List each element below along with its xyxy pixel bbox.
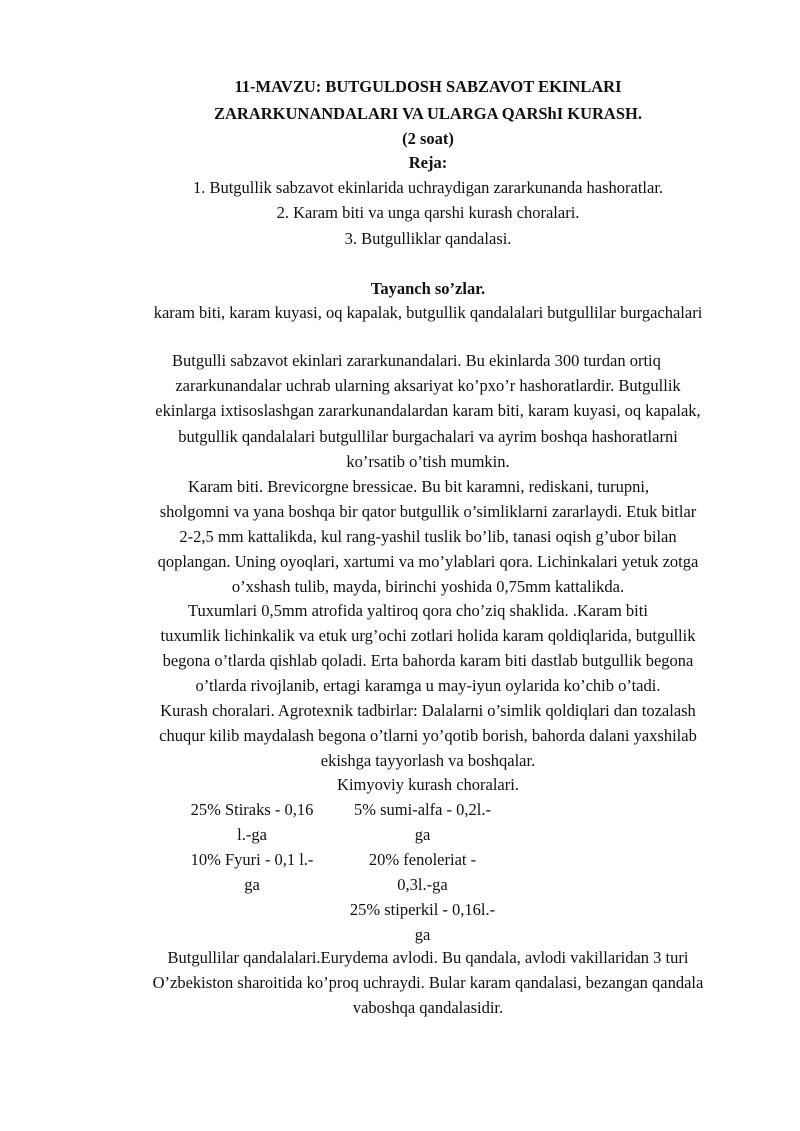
- chemical-line: l.-ga: [237, 825, 267, 844]
- paragraph-2-line: qoplangan. Uning oyoqlari, xartumi va mo’ylablari qora. Lichinkalari yetuk zotga: [157, 552, 699, 571]
- plan-item-2: 2. Karam biti va unga qarshi kurash choralari.: [276, 203, 580, 222]
- closing-line: O’zbekiston sharoitida ko’proq uchraydi. Bular karam qandalasi, bezangan qandala: [152, 973, 704, 992]
- paragraph-1-line: butgullik qandalalari butgullilar burgachalari va ayrim boshqa hashoratlarni: [178, 427, 678, 446]
- plan-item-3: 3. Butgulliklar qandalasi.: [344, 229, 512, 248]
- paragraph-2-line: 2-2,5 mm kattalikda, kul rang-yashil tuslik bo’lib, tanasi oqish g’ubor bilan: [179, 527, 677, 546]
- closing-line: Butgullilar qandalalari.Eurydema avlodi. Bu qandala, avlodi vakillaridan 3 turi: [167, 948, 689, 967]
- paragraph-3-line: chuqur kilib maydalash begona o’tlarni yo’qotib borish, bahorda dalani yaxshilab: [159, 726, 697, 745]
- paragraph-1-line: ekinlarga ixtisoslashgan zararkunandalardan karam biti, karam kuyasi, oq kapalak,: [155, 401, 701, 420]
- paragraph-2-line: o’xshash tulib, mayda, birinchi yoshida 0,75mm kattalikda.: [231, 577, 625, 596]
- plan-heading: Reja:: [408, 153, 448, 172]
- paragraph-3-line: o’tlarda rivojlanib, ertagi karamga u may-iyun oylarida ko’chib o’tadi.: [195, 676, 661, 695]
- chem-heading: Kimyoviy kurash choralari.: [337, 775, 519, 794]
- paragraph-3-line: tuxumlik lichinkalik va etuk urg’ochi zotlari holida karam qoldiqlarida, butgullik: [160, 626, 696, 645]
- keywords-heading: Tayanch so’zlar.: [370, 279, 486, 298]
- chemical-line: ga: [244, 875, 260, 894]
- chemical-line: 25% stiperkil - 0,16l.-: [349, 900, 496, 919]
- paragraph-1-line: zararkunandalar uchrab ularning aksariyat ko’pxo’r hashoratlardir. Butgullik: [175, 376, 681, 395]
- paragraph-3-line: Tuxumlari 0,5mm atrofida yaltiroq qora cho’ziq shaklida. .Karam biti: [188, 601, 648, 620]
- chemical-line: 10% Fyuri - 0,1 l.-: [190, 850, 314, 869]
- paragraph-3-line: begona o’tlarda qishlab qoladi. Erta bahorda karam biti dastlab butgullik begona: [162, 651, 694, 670]
- chemical-line: 5% sumi-alfa - 0,2l.-: [353, 800, 491, 819]
- chemical-line: ga: [414, 925, 431, 944]
- plan-item-1: 1. Butgullik sabzavot ekinlarida uchraydigan zararkunanda hashoratlar.: [192, 178, 664, 197]
- paragraph-3-line: ekishga tayyorlash va boshqalar.: [320, 751, 536, 770]
- title-line-1: 11-MAVZU: BUTGULDOSH SABZAVOT EKINLARI: [234, 77, 622, 96]
- chemical-line: 0,3l.-ga: [397, 875, 448, 894]
- paragraph-2-line: Karam biti. Brevicorgne bressicae. Bu bit karamni, rediskani, turupni,: [188, 477, 650, 496]
- closing-line: vaboshqa qandalasidir.: [352, 998, 504, 1017]
- title-hours: (2 soat): [402, 129, 454, 148]
- chemical-line: 20% fenoleriat -: [368, 850, 477, 869]
- keywords-text: karam biti, karam kuyasi, oq kapalak, butgullik qandalalari butgullilar burgachalari: [153, 303, 703, 322]
- paragraph-1-line: ko’rsatib o’tish mumkin.: [346, 452, 510, 471]
- chemical-line: 25% Stiraks - 0,16: [190, 800, 314, 819]
- paragraph-3-line: Kurash choralari. Agrotexnik tadbirlar: Dalalarni o’simlik qoldiqlari dan tozalash: [160, 701, 696, 720]
- paragraph-2-line: sholgomni va yana boshqa bir qator butgullik o’simliklarni zararlaydi. Etuk bitlar: [159, 502, 697, 521]
- paragraph-1-line: Butgulli sabzavot ekinlari zararkunandalari. Bu ekinlarda 300 turdan ortiq: [172, 351, 661, 370]
- title-line-2: ZARARKUNANDALARI VA ULARGA QARShI KURASH.: [213, 104, 642, 123]
- chemical-line: ga: [414, 825, 431, 844]
